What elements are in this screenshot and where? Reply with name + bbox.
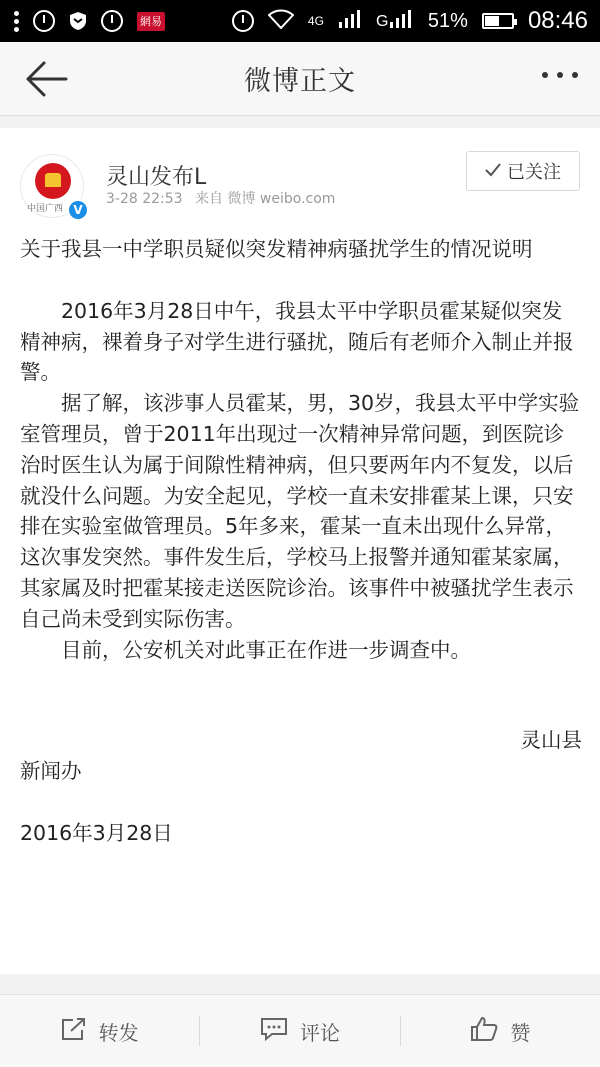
post-meta — [106, 188, 335, 208]
avatar[interactable] — [20, 154, 84, 218]
svg-text:G: G — [375, 13, 389, 29]
alarm-clock-icon — [33, 10, 55, 32]
post-card — [0, 128, 600, 974]
post-paragraph: 据了解，该涉事人员霍某，男，30岁，我县太平中学实验室管理员，曾于2011年出现过一次精神异常问题，到医院诊治时医生认为属于间隙性精神病，但只要两年内不复发，以后就没什么问题。为安全起见，学校一直未安排霍某上课，只安排在实验室做管理员。5年多来，霍某一直未出现什么异常，这次事发突然。事件发生后，学校马上报警并通知霍某家属，其家属及时把霍某接走送医院诊治。该事件中被骚扰学生表示自己尚未受到实际伤害。 — [20, 391, 580, 631]
comment-button[interactable] — [200, 995, 399, 1067]
author-name[interactable]: 灵山发布L — [106, 165, 207, 190]
battery-icon — [482, 13, 514, 29]
back-arrow-icon[interactable] — [24, 60, 68, 98]
signature-line: 新闻办 — [20, 759, 82, 784]
post-title: 关于我县一中学职员疑似突发精神病骚扰学生的情况说明 — [20, 237, 533, 261]
post-paragraph: 目前，公安机关对此事正在作进一步调查中。 — [61, 637, 471, 662]
shield-icon — [69, 11, 87, 31]
comment-label: 评论 — [299, 1020, 340, 1045]
page-title: 微博正文 — [244, 66, 356, 97]
like-button[interactable] — [401, 995, 600, 1067]
network-type-label: 4G — [307, 14, 324, 28]
like-label: 赞 — [510, 1020, 531, 1045]
wifi-icon — [268, 9, 294, 33]
netease-app-icon: 網易 — [137, 12, 165, 31]
post-body — [20, 234, 582, 849]
avatar-caption: 中国广西 — [27, 204, 64, 214]
thumbs-up-icon — [470, 1016, 498, 1047]
repost-icon — [61, 1017, 87, 1046]
signal-icon — [376, 9, 414, 33]
follow-label: 已关注 — [507, 162, 561, 183]
nav-bar — [0, 42, 600, 116]
repost-label: 转发 — [98, 1020, 139, 1045]
status-bar — [0, 0, 600, 42]
status-bar-left — [14, 10, 165, 32]
comment-icon — [260, 1017, 288, 1046]
action-bar — [0, 994, 600, 1067]
alarm-clock-icon — [232, 10, 254, 32]
clock-time: 08:46 — [527, 7, 588, 34]
signal-icon — [338, 9, 362, 33]
signature-line: 灵山县 — [520, 728, 582, 753]
repost-button[interactable] — [0, 995, 199, 1067]
national-emblem-icon — [35, 163, 71, 199]
battery-percent: 51% — [427, 9, 468, 32]
status-bar-right — [232, 7, 588, 35]
post-date: 2016年3月28日 — [20, 820, 173, 845]
follow-button[interactable] — [466, 151, 580, 191]
more-options-icon[interactable] — [542, 72, 578, 78]
verified-badge-icon: V — [67, 199, 89, 221]
more-vertical-icon — [14, 11, 19, 32]
alarm-clock-icon — [101, 10, 123, 32]
checkmark-icon — [485, 161, 501, 182]
post-paragraph: 2016年3月28日中午，我县太平中学职员霍某疑似突发精神病，裸着身子对学生进行骚扰，随后有老师介入制止并报警。 — [20, 298, 574, 385]
post-source: 来自 微博 weibo.com — [195, 191, 336, 207]
post-timestamp: 3-28 22:53 — [106, 191, 183, 207]
